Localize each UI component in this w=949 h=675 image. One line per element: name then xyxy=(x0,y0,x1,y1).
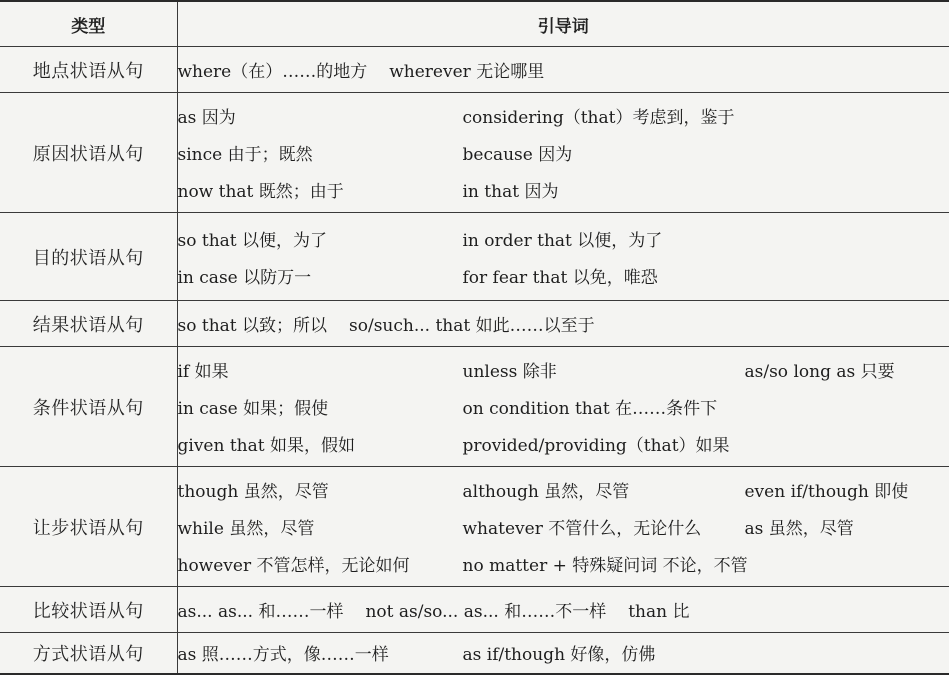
conjunction-entry: in order that 以便，为了 xyxy=(463,226,745,251)
clause-type: 方式状语从句 xyxy=(0,633,177,674)
header-type: 类型 xyxy=(0,1,177,47)
cell-line xyxy=(178,134,949,171)
conjunction-entry: in case 如果；假使 xyxy=(178,394,463,419)
cell-line xyxy=(178,220,949,257)
table-row xyxy=(0,633,949,674)
conjunction-entry: as if/though 好像，仿佛 xyxy=(463,640,745,665)
conjunction-entry: as... as... 和……一样 xyxy=(178,597,344,622)
conjunction-entry: unless 除非 xyxy=(463,357,745,382)
conjunction-cell xyxy=(177,301,949,347)
conjunction-cell xyxy=(177,213,949,301)
cell-line xyxy=(178,351,949,388)
table-row xyxy=(0,213,949,301)
conjunction-cell xyxy=(177,467,949,587)
conjunction-cell xyxy=(177,47,949,93)
conjunction-entry: since 由于；既然 xyxy=(178,140,463,165)
clause-type: 结果状语从句 xyxy=(0,301,177,347)
cell-line xyxy=(178,634,949,671)
clause-type: 目的状语从句 xyxy=(0,213,177,301)
conjunction-cell xyxy=(177,633,949,674)
clause-type: 让步状语从句 xyxy=(0,467,177,587)
conjunction-entry: so that 以致；所以 xyxy=(178,311,328,336)
conjunction-cell xyxy=(177,347,949,467)
conjunction-entry: because 因为 xyxy=(463,140,745,165)
conjunction-entry: whatever 不管什么，无论什么 xyxy=(463,514,745,539)
cell-line xyxy=(178,591,949,628)
conjunction-entry: not as/so... as... 和……不一样 xyxy=(365,597,606,622)
conjunction-entry: in case 以防万一 xyxy=(178,263,463,288)
cell-line xyxy=(178,545,949,582)
conjunction-entry: where（在）……的地方 xyxy=(178,57,368,82)
table-row xyxy=(0,587,949,633)
conjunction-entry: so/such... that 如此……以至于 xyxy=(349,311,595,336)
clause-type: 条件状语从句 xyxy=(0,347,177,467)
table-row xyxy=(0,467,949,587)
cell-line xyxy=(178,471,949,508)
cell-line xyxy=(178,51,949,88)
table-row xyxy=(0,347,949,467)
cell-line xyxy=(178,508,949,545)
conjunction-entry: for fear that 以免，唯恐 xyxy=(463,263,745,288)
conjunction-entry: as 因为 xyxy=(178,103,463,128)
conjunction-entry: as 虽然，尽管 xyxy=(745,514,949,539)
conjunction-entry: wherever 无论哪里 xyxy=(389,57,544,82)
cell-line xyxy=(178,171,949,208)
cell-line xyxy=(178,305,949,342)
cell-line xyxy=(178,425,949,462)
conjunction-entry: so that 以便，为了 xyxy=(178,226,463,251)
conjunction-entry: in that 因为 xyxy=(463,177,745,202)
conjunction-entry: now that 既然；由于 xyxy=(178,177,463,202)
header-row xyxy=(0,1,949,47)
cell-line xyxy=(178,388,949,425)
conjunction-entry: considering（that）考虑到，鉴于 xyxy=(463,103,745,128)
conjunction-entry: as/so long as 只要 xyxy=(745,357,949,382)
conjunction-cell xyxy=(177,93,949,213)
conjunction-entry: although 虽然，尽管 xyxy=(463,477,745,502)
cell-line xyxy=(178,257,949,294)
conjunction-entry: given that 如果，假如 xyxy=(178,431,463,456)
conjunction-entry: while 虽然，尽管 xyxy=(178,514,463,539)
conjunction-entry: though 虽然，尽管 xyxy=(178,477,463,502)
header-words: 引导词 xyxy=(177,1,949,47)
table-row xyxy=(0,93,949,213)
table-row xyxy=(0,47,949,93)
conjunction-entry: on condition that 在……条件下 xyxy=(463,394,745,419)
conjunction-entry: even if/though 即使 xyxy=(745,477,949,502)
conjunction-entry: no matter + 特殊疑问词 不论，不管 xyxy=(463,551,745,576)
cell-line xyxy=(178,97,949,134)
conjunction-entry: if 如果 xyxy=(178,357,463,382)
conjunction-entry: than 比 xyxy=(628,597,689,622)
clause-type: 地点状语从句 xyxy=(0,47,177,93)
table-row xyxy=(0,301,949,347)
clause-type: 原因状语从句 xyxy=(0,93,177,213)
conjunction-entry: as 照……方式，像……一样 xyxy=(178,640,463,665)
clause-type: 比较状语从句 xyxy=(0,587,177,633)
conjunction-entry: however 不管怎样，无论如何 xyxy=(178,551,463,576)
conjunction-cell xyxy=(177,587,949,633)
conjunction-entry: provided/providing（that）如果 xyxy=(463,431,745,456)
